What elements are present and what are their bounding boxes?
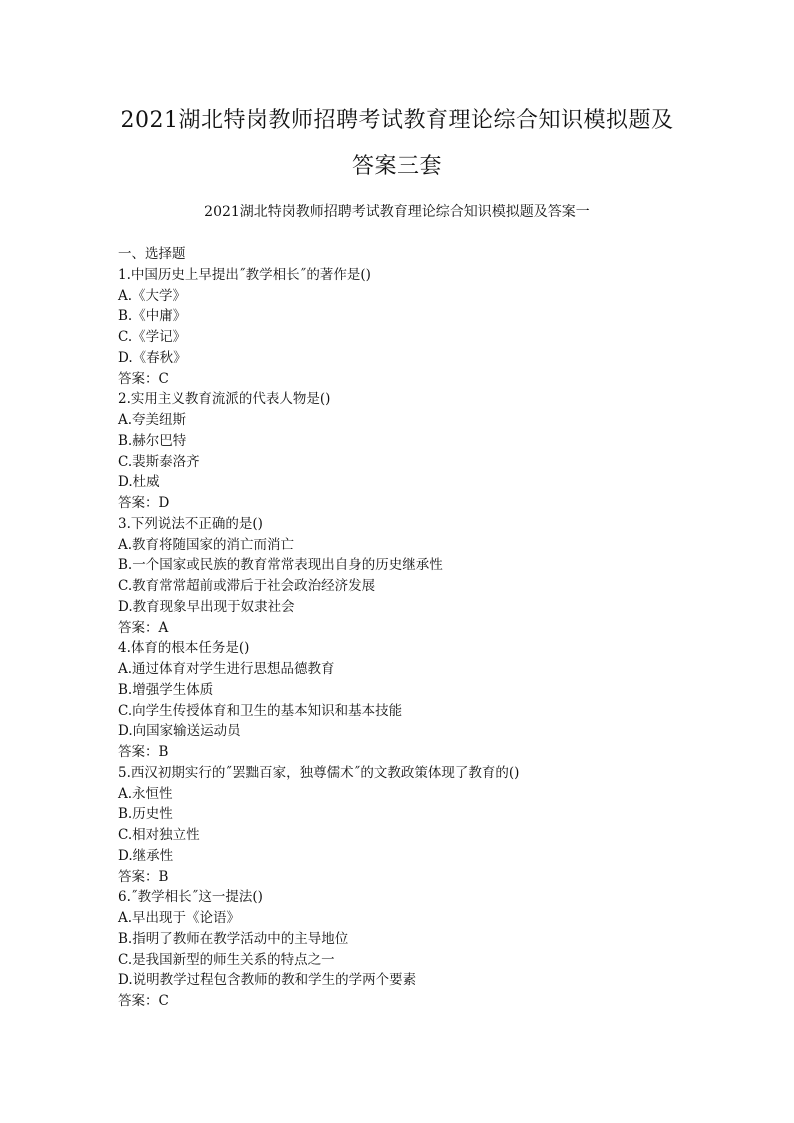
document-subtitle: 2021湖北特岗教师招聘考试教育理论综合知识模拟题及答案一 [204, 204, 590, 220]
question-block [118, 638, 678, 763]
answer-key: 答案：B [118, 868, 169, 885]
answer-option: A.永恒性 [118, 785, 173, 802]
answer-option: A.通过体育对学生进行思想品德教育 [118, 661, 335, 677]
answer-option: D.《春秋》 [118, 349, 187, 366]
answer-option: B.《中庸》 [118, 308, 187, 325]
question-stem: 1.中国历史上早提出˝教学相长˝的著作是() [118, 266, 371, 283]
answer-option: D.教育现象早出现于奴隶社会 [118, 598, 295, 615]
answer-option: B.历史性 [118, 806, 173, 823]
answer-key: 答案：C [118, 370, 169, 387]
section-heading: 一、选择题 [118, 246, 186, 262]
answer-key: 答案：A [118, 619, 169, 636]
answer-option: C.教育常常超前或滞后于社会政治经济发展 [118, 578, 376, 594]
answer-option: D.说明教学过程包含教师的教和学生的学两个要素 [118, 972, 417, 989]
answer-option: C.《学记》 [118, 329, 187, 345]
answer-option: B.一个国家或民族的教育常常表现出自身的历史继承性 [118, 557, 443, 574]
answer-option: B.赫尔巴特 [118, 432, 187, 449]
question-list [118, 265, 678, 1012]
answer-option: A.夸美纽斯 [118, 412, 187, 428]
question-stem: 6.˝教学相长˝这一提法() [118, 889, 263, 906]
question-stem: 4.体育的根本任务是() [118, 640, 250, 657]
question-block [118, 514, 678, 639]
question-stem: 2.实用主义教育流派的代表人物是() [118, 391, 331, 408]
answer-option: B.指明了教师在教学活动中的主导地位 [118, 930, 349, 947]
question-stem: 5.西汉初期实行的˝罢黜百家，独尊儒术˝的文教政策体现了教育的() [118, 764, 520, 781]
answer-option: D.杜威 [118, 474, 160, 491]
answer-option: C.相对独立性 [118, 827, 200, 843]
answer-key: 答案：C [118, 993, 169, 1009]
answer-option: C.是我国新型的师生关系的特点之一 [118, 951, 335, 968]
answer-key: 答案：B [118, 744, 169, 760]
answer-option: C.裴斯泰洛齐 [118, 453, 200, 470]
document-body [118, 244, 678, 1012]
answer-option: A.《大学》 [118, 287, 187, 304]
question-block [118, 887, 678, 1012]
answer-option: B.增强学生体质 [118, 681, 214, 698]
question-stem: 3.下列说法不正确的是() [118, 515, 263, 532]
answer-option: D.继承性 [118, 847, 174, 864]
answer-option: C.向学生传授体育和卫生的基本知识和基本技能 [118, 702, 403, 719]
question-block [118, 265, 678, 390]
answer-option: D.向国家输送运动员 [118, 723, 241, 740]
question-block [118, 389, 678, 514]
answer-option: A.教育将随国家的消亡而消亡 [118, 536, 295, 553]
document-title: 2021湖北特岗教师招聘考试教育理论综合知识模拟题及答案三套 [120, 108, 674, 179]
answer-option: A.早出现于《论语》 [118, 910, 241, 926]
question-block [118, 763, 678, 888]
answer-key: 答案：D [118, 495, 170, 511]
